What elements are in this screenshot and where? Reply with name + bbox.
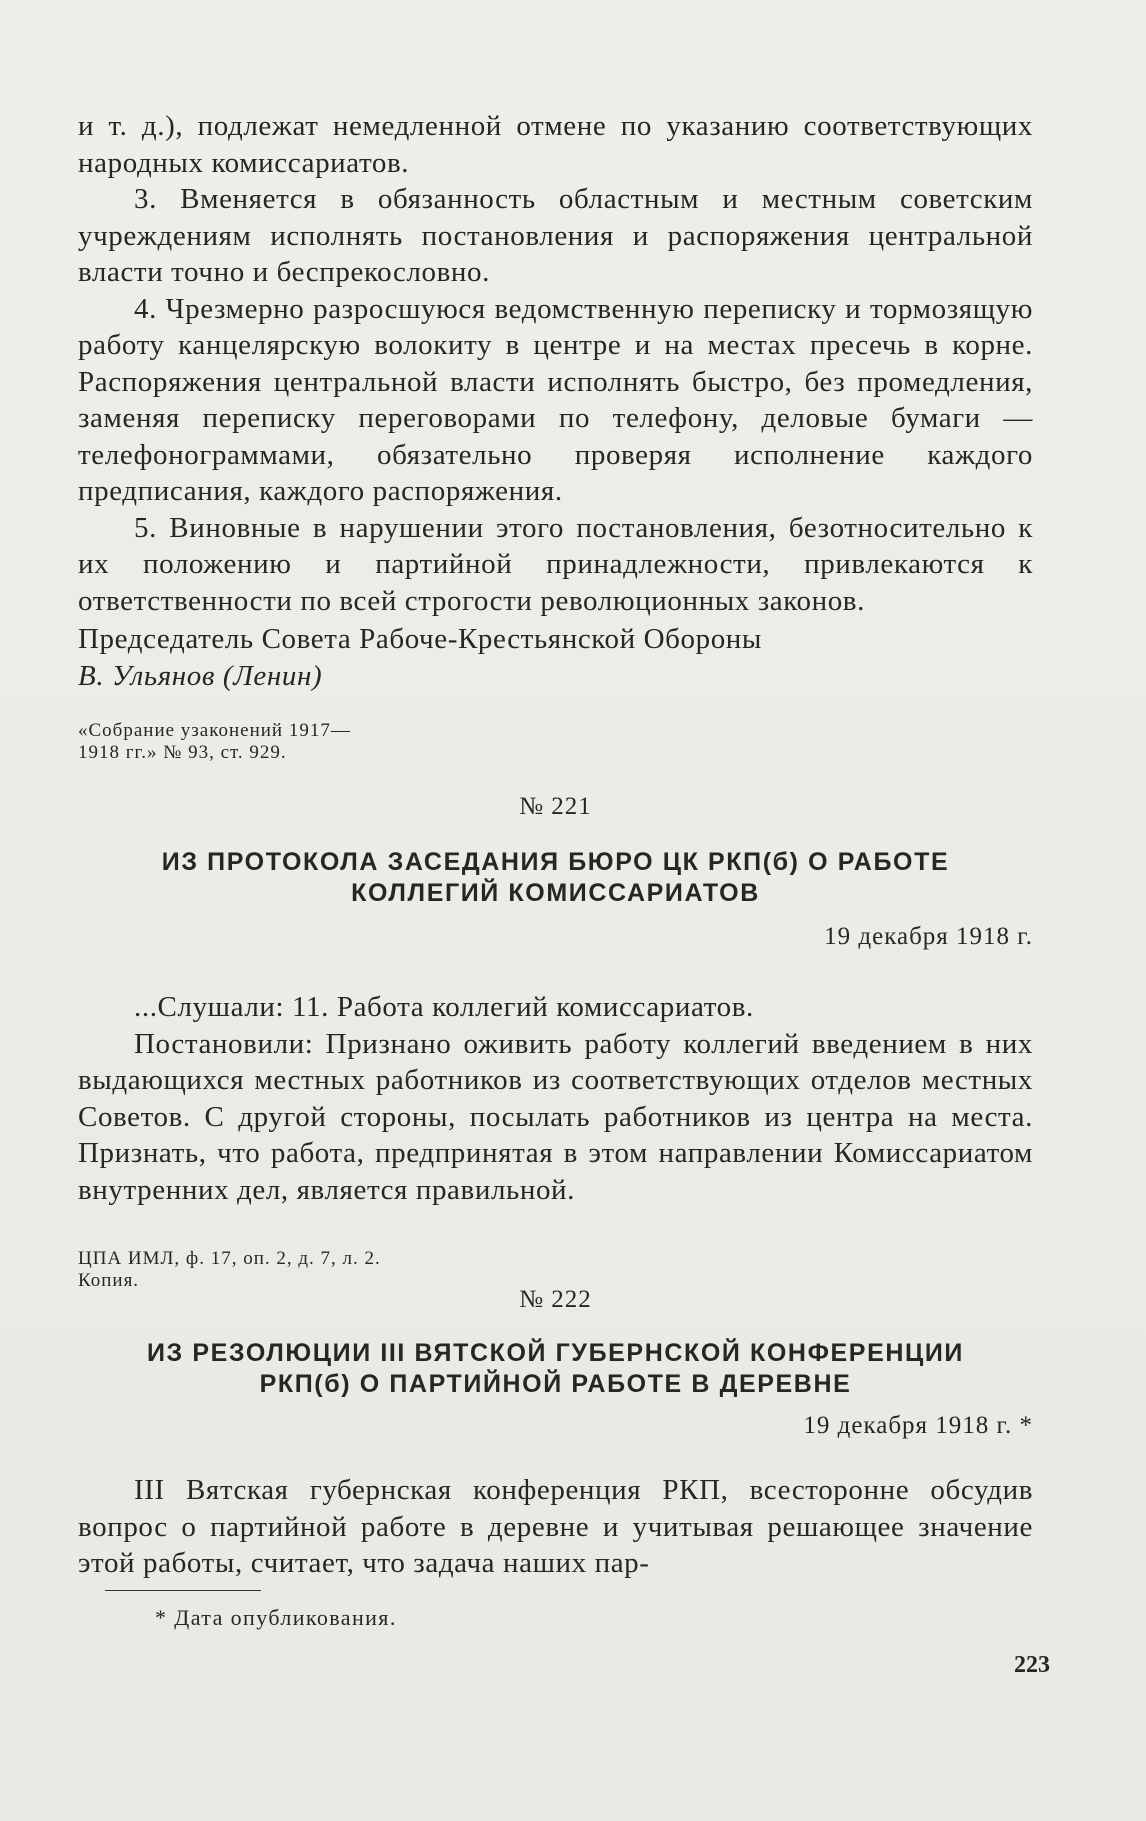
document-title-line-2: РКП(б) О ПАРТИЙНОЙ РАБОТЕ В ДЕРЕВНЕ: [259, 1370, 852, 1398]
paragraph-3: 3. Вменяется в обязанность областным и местным советским учреждениям исполнять постановления и распоряжения центральной власти точно и беспрекословно.: [78, 183, 1033, 288]
document-221: [78, 793, 1033, 1208]
document-number: № 222: [519, 1286, 592, 1313]
document-222: [78, 1286, 1033, 1582]
footnote: * Дата опубликования.: [155, 1605, 397, 1630]
document-title-line-2: КОЛЛЕГИЙ КОМИССАРИАТОВ: [351, 879, 760, 907]
decree-continuation: [78, 108, 1033, 694]
document-title-line-1: ИЗ ПРОТОКОЛА ЗАСЕДАНИЯ БЮРО ЦК РКП(б) О РАБОТЕ: [161, 848, 950, 876]
source-note-2-line-1: ЦПА ИМЛ, ф. 17, оп. 2, д. 7, л. 2.: [78, 1248, 381, 1269]
source-note-1-line-1: «Собрание узаконений 1917—: [78, 720, 351, 741]
resolution-paragraph: III Вятская губернская конференция РКП, всесторонне обсудив вопрос о партийной работе в деревне и учитывая решающее значение этой работы, считает, что задача наших пар-: [78, 1474, 1033, 1579]
page-number: 223: [1014, 1652, 1050, 1678]
paragraph-4: 4. Чрезмерно разросшуюся ведомственную переписку и тормозящую работу канцелярскую волокиту в центре и на местах пресечь в корне. Распоряжения центральной власти исполнять быстро, без промедления, заменяя переписку переговорами по телефону, деловые бумаги — телефонограммами, обязательно проверяя исполнение каждого предписания, каждого распоряжения.: [78, 292, 1033, 507]
source-note-1: [78, 720, 1033, 764]
source-note-2-line-2: Копия.: [78, 1270, 140, 1291]
source-note-1-line-2: 1918 гг.» № 93, ст. 929.: [78, 742, 287, 763]
signature-title: Председатель Совета Рабоче-Крестьянской Обороны: [78, 623, 762, 655]
document-date: 19 декабря 1918 г.: [824, 923, 1033, 950]
document-number: № 221: [519, 793, 592, 820]
document-title-line-1: ИЗ РЕЗОЛЮЦИИ III ВЯТСКОЙ ГУБЕРНСКОЙ КОНФЕРЕНЦИИ: [146, 1339, 965, 1367]
resolved-paragraph: Постановили: Признано оживить работу коллегий введением в них выдающихся местных работников из соответствующих отделов местных Советов. С другой стороны, посылать работников из центра на места. Признать, что работа, предпринятая в этом направлении Комиссариатом внутренних дел, является правильной.: [78, 1027, 1033, 1206]
footnote-divider: [105, 1590, 261, 1591]
signature-name: В. Ульянов (Ленин): [78, 659, 323, 692]
paragraph-5: 5. Виновные в нарушении этого постановления, безотносительно к их положению и партийной принадлежности, привлекаются к ответственности по всей строгости революционных законов.: [78, 511, 1033, 617]
document-date: 19 декабря 1918 г. *: [803, 1412, 1033, 1439]
paragraph-1: и т. д.), подлежат немедленной отмене по указанию соответствующих народных комиссариатов.: [78, 110, 1033, 179]
heard-paragraph: ...Слушали: 11. Работа коллегий комиссариатов.: [134, 991, 754, 1023]
